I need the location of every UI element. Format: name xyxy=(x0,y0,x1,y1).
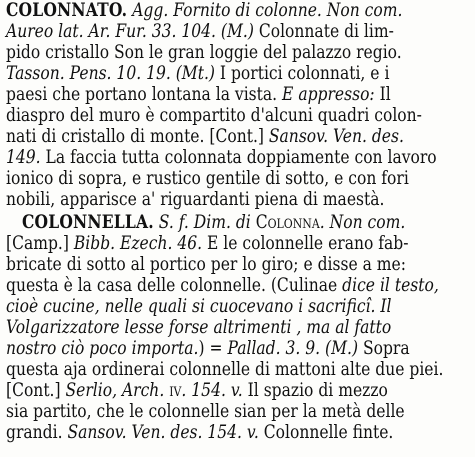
text-run: ) = xyxy=(198,338,228,359)
text-run: paesi che portano lontana la vista. xyxy=(6,84,283,105)
text-run: [Camp.] xyxy=(6,233,74,254)
text-line xyxy=(6,233,409,255)
italic-run: . 154. xyxy=(181,380,231,401)
italic-run: Sansov. Ven. des. 154. v. xyxy=(67,422,259,443)
text-line xyxy=(6,42,402,64)
text-line xyxy=(6,105,422,127)
text-run: [Cont.] xyxy=(6,380,66,401)
text-line xyxy=(6,21,394,43)
text-line xyxy=(6,338,410,360)
text-run: Colonnate di lim- xyxy=(253,21,394,42)
italic-run: Agg. Fornito di colonne. Non com. xyxy=(127,0,403,21)
italic-run: E appresso: xyxy=(282,84,375,105)
text-line xyxy=(6,296,394,318)
text-run: nati di cristallo di monte. [Cont.] xyxy=(6,126,269,147)
italic-run: Aureo lat. Ar. Fur. 33. 104. (M.) xyxy=(6,21,254,42)
text-line xyxy=(6,168,409,190)
italic-run: Volgarizzatore lesse forse altrimenti , ma al fatto xyxy=(6,317,392,338)
text-line xyxy=(6,422,394,444)
text-run: grandi. xyxy=(6,422,68,443)
italic-run: Pallad. 3. 9. (M.) xyxy=(227,338,359,359)
text-line xyxy=(6,359,444,381)
headword: COLONNATO. xyxy=(6,0,128,21)
text-run: La faccia tutta colonnata doppiamente con lavoro xyxy=(40,147,437,168)
small-caps-run: Colonna xyxy=(255,212,320,233)
text-run: pido cristallo Son le gran loggie del palazzo regio. xyxy=(6,42,402,63)
italic-run: Serlio, Arch. xyxy=(65,380,170,401)
text-line xyxy=(6,380,394,402)
text-run: sia partito, che le colonnelle sian per la metà delle xyxy=(6,401,405,422)
text-line xyxy=(6,147,437,169)
italic-run: Sansov. Ven. des. xyxy=(268,126,404,147)
italic-run: S. f. Dim. di xyxy=(153,212,256,233)
text-line xyxy=(6,254,406,276)
text-run: Il xyxy=(374,84,391,105)
text-line xyxy=(6,126,404,148)
text-line xyxy=(6,317,394,339)
italic-run: cioè cucine, nelle quali si cuocevano i sacrificî. Il xyxy=(6,296,392,317)
italic-run: Bibb. Ezech. 46. xyxy=(73,233,203,254)
text-run: E le colonnelle erano fab- xyxy=(202,233,409,254)
text-run: questa è la casa delle colonnelle. (Culinae xyxy=(6,275,343,296)
text-line xyxy=(6,401,405,423)
text-run: ionico di sopra, e rustico gentile di sotto, e con fori xyxy=(6,168,409,189)
italic-run: v. xyxy=(230,380,243,401)
text-line xyxy=(6,189,394,211)
text-line xyxy=(6,275,439,297)
text-line xyxy=(6,84,394,106)
small-caps-run: iv xyxy=(169,380,182,401)
text-run: nobili, apparisce a' riguardanti piena di maestà. xyxy=(6,189,385,210)
italic-run: . Non com. xyxy=(319,212,406,233)
text-run: Sopra xyxy=(358,338,410,359)
italic-run: 149. xyxy=(6,147,41,168)
text-run: bricate di sotto al portico per lo giro; e disse a me: xyxy=(6,254,406,275)
text-run: Il spazio di mezzo xyxy=(242,380,388,401)
text-run: questa aja ordinerai colonnelle di mattoni alte due piei. xyxy=(6,359,444,380)
text-run: diaspro del muro è compartito d'alcuni quadri colon- xyxy=(6,105,422,126)
text-line xyxy=(6,63,394,85)
italic-run: Tasson. Pens. 10. 19. (Mt.) xyxy=(6,63,215,84)
text-run: Colonnelle finte. xyxy=(258,422,394,443)
italic-run: nostro ciò poco importa. xyxy=(6,338,199,359)
headword: COLONNELLA. xyxy=(22,212,154,233)
text-line xyxy=(22,212,406,234)
text-line xyxy=(6,0,403,22)
italic-run: dice il testo, xyxy=(342,275,439,296)
text-run: I portici colonnati, e i xyxy=(214,63,390,84)
